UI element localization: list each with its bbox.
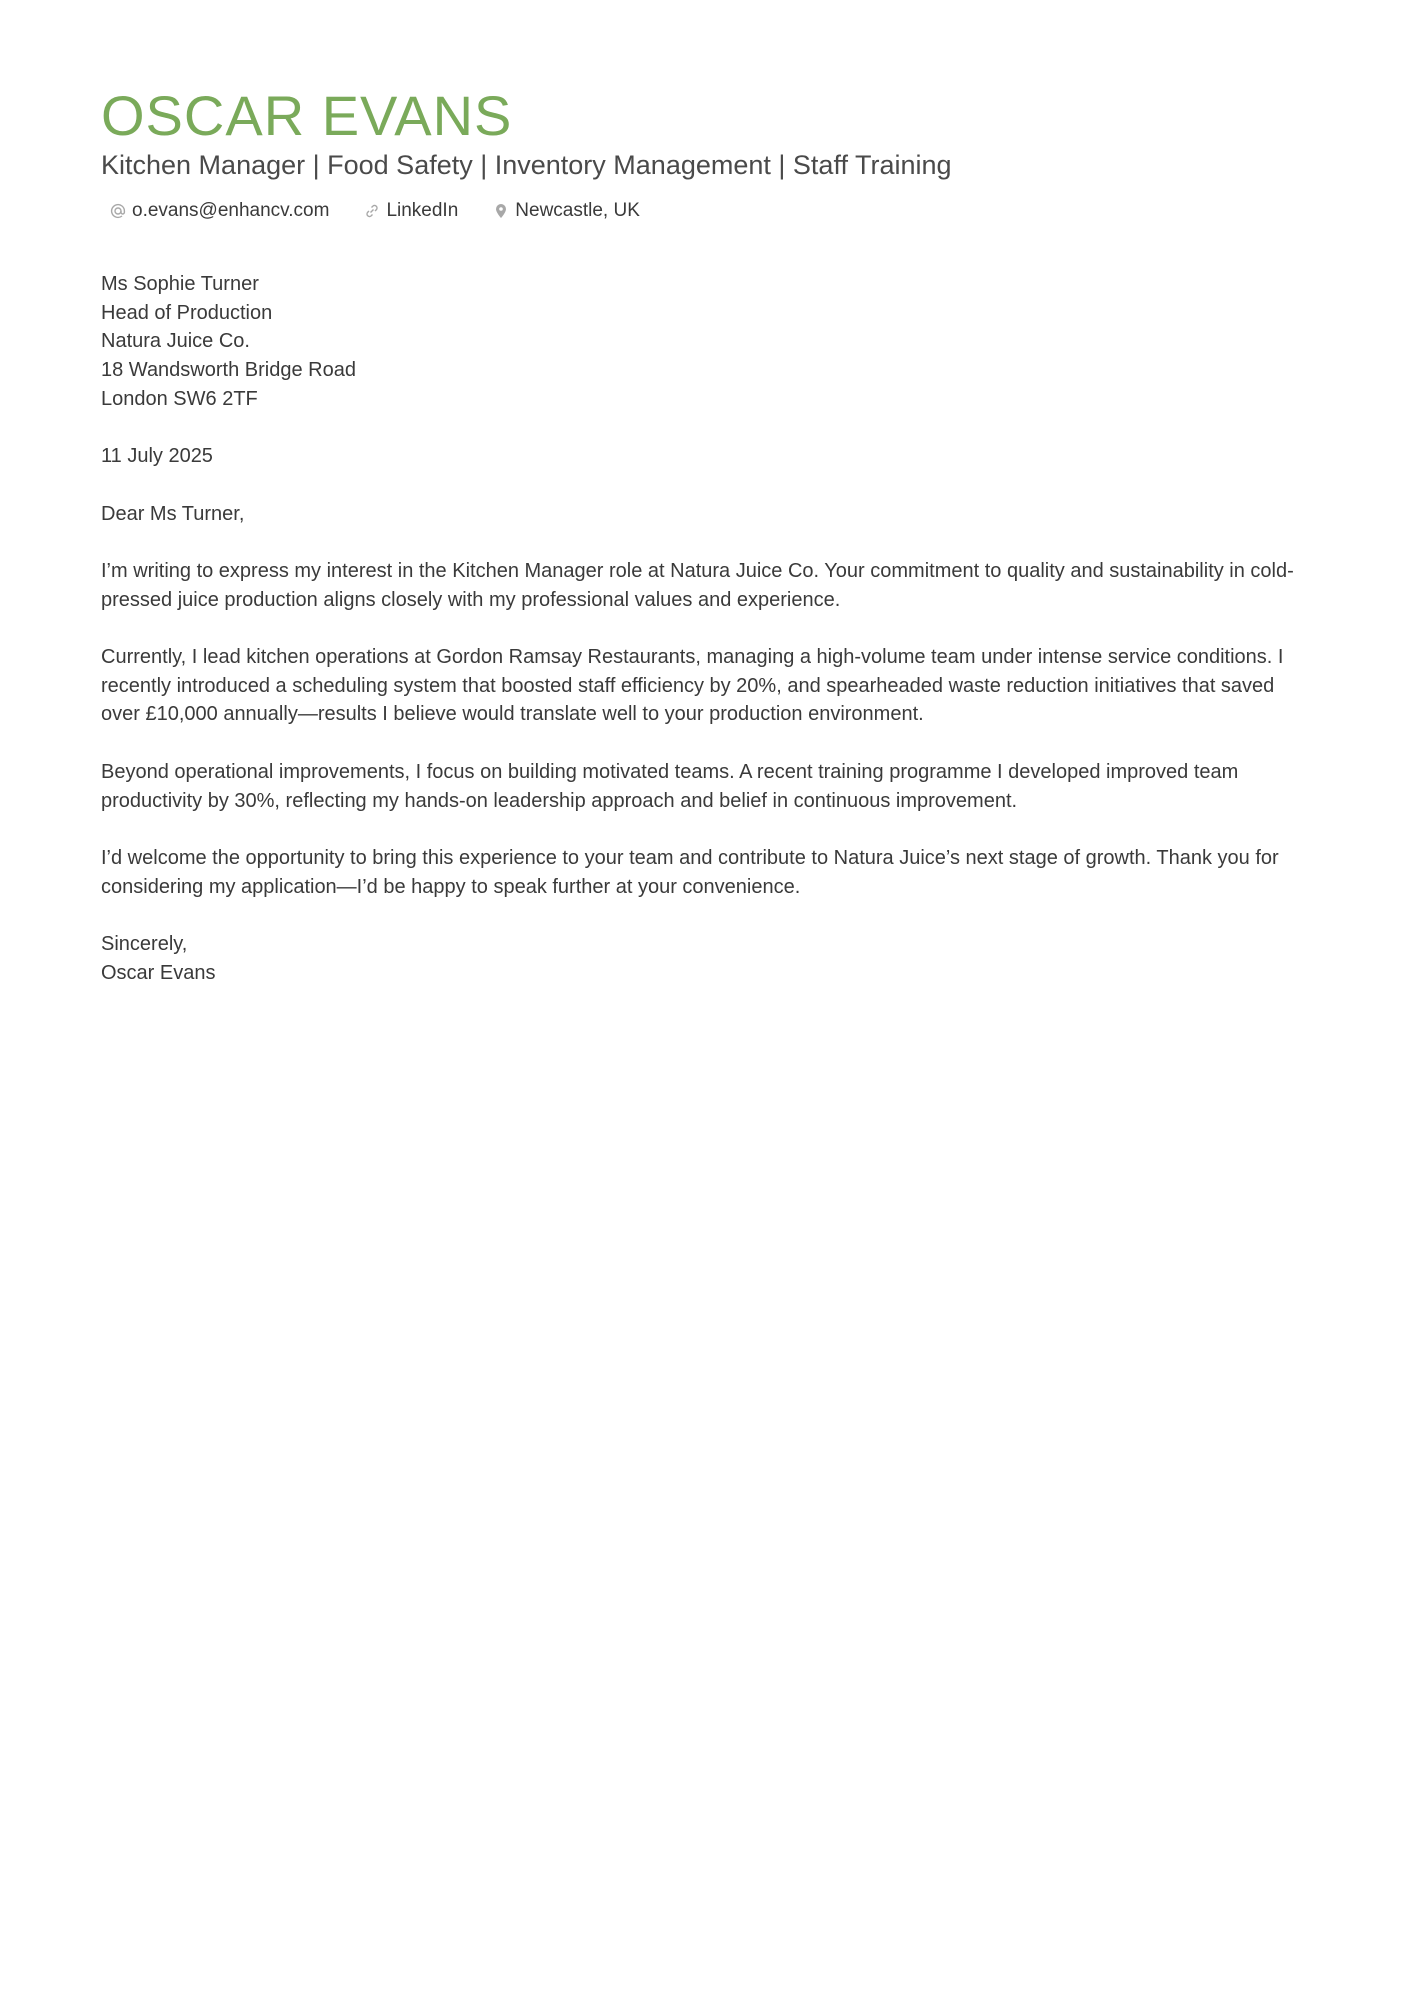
linkedin-text: LinkedIn (386, 200, 459, 221)
at-icon (109, 202, 127, 220)
salutation: Dear Ms Turner, (101, 502, 245, 525)
email-text: o.evans@enhancv.com (132, 200, 330, 221)
location-text: Newcastle, UK (515, 200, 640, 221)
link-icon (363, 202, 381, 220)
paragraph-1: I’m writing to express my interest in the Kitchen Manager role at Natura Juice Co. Your commitment to quality and sustainability in cold-pressed juice production aligns closely with my professional values and experience. (101, 559, 1294, 611)
paragraph-3: Beyond operational improvements, I focus on building motivated teams. A recent training programme I developed improved team productivity by 30%, reflecting my hands-on leadership approach and belief in continuous improvement. (101, 760, 1239, 812)
contact-location (484, 198, 640, 224)
contact-linkedin[interactable] (355, 198, 458, 224)
applicant-name: OSCAR EVANS (101, 84, 513, 147)
letter-header (101, 84, 1316, 224)
signoff: Sincerely, (101, 933, 188, 956)
paragraph-4: I’d welcome the opportunity to bring this experience to your team and contribute to Natura Juice’s next stage of growth. Thank you for considering my application—I’d be happy to speak further at your convenience. (101, 846, 1279, 898)
cover-letter-page (101, 84, 1316, 1016)
contact-bar (101, 198, 1316, 224)
recipient-address-line2: London SW6 2TF (101, 387, 258, 410)
recipient-name: Ms Sophie Turner (101, 273, 259, 295)
contact-email[interactable] (101, 198, 329, 224)
letter-body (101, 270, 1316, 987)
recipient-address-line1: 18 Wandsworth Bridge Road (101, 359, 356, 382)
recipient-address (101, 270, 1316, 414)
recipient-company: Natura Juice Co. (101, 330, 250, 353)
letter-date: 11 July 2025 (101, 445, 213, 468)
signature: Oscar Evans (101, 961, 216, 984)
location-pin-icon (492, 202, 510, 220)
paragraph-2: Currently, I lead kitchen operations at Gordon Ramsay Restaurants, managing a high-volume team under intense service conditions. I recently introduced a scheduling system that boosted staff efficiency by 20%, and spearheaded waste reduction initiatives that saved over £10,000 annually—results I believe would translate well to your production environment. (101, 646, 1284, 726)
applicant-subtitle: Kitchen Manager | Food Safety | Inventory Management | Staff Training (101, 150, 952, 180)
recipient-title: Head of Production (101, 301, 273, 324)
closing (101, 930, 1316, 987)
